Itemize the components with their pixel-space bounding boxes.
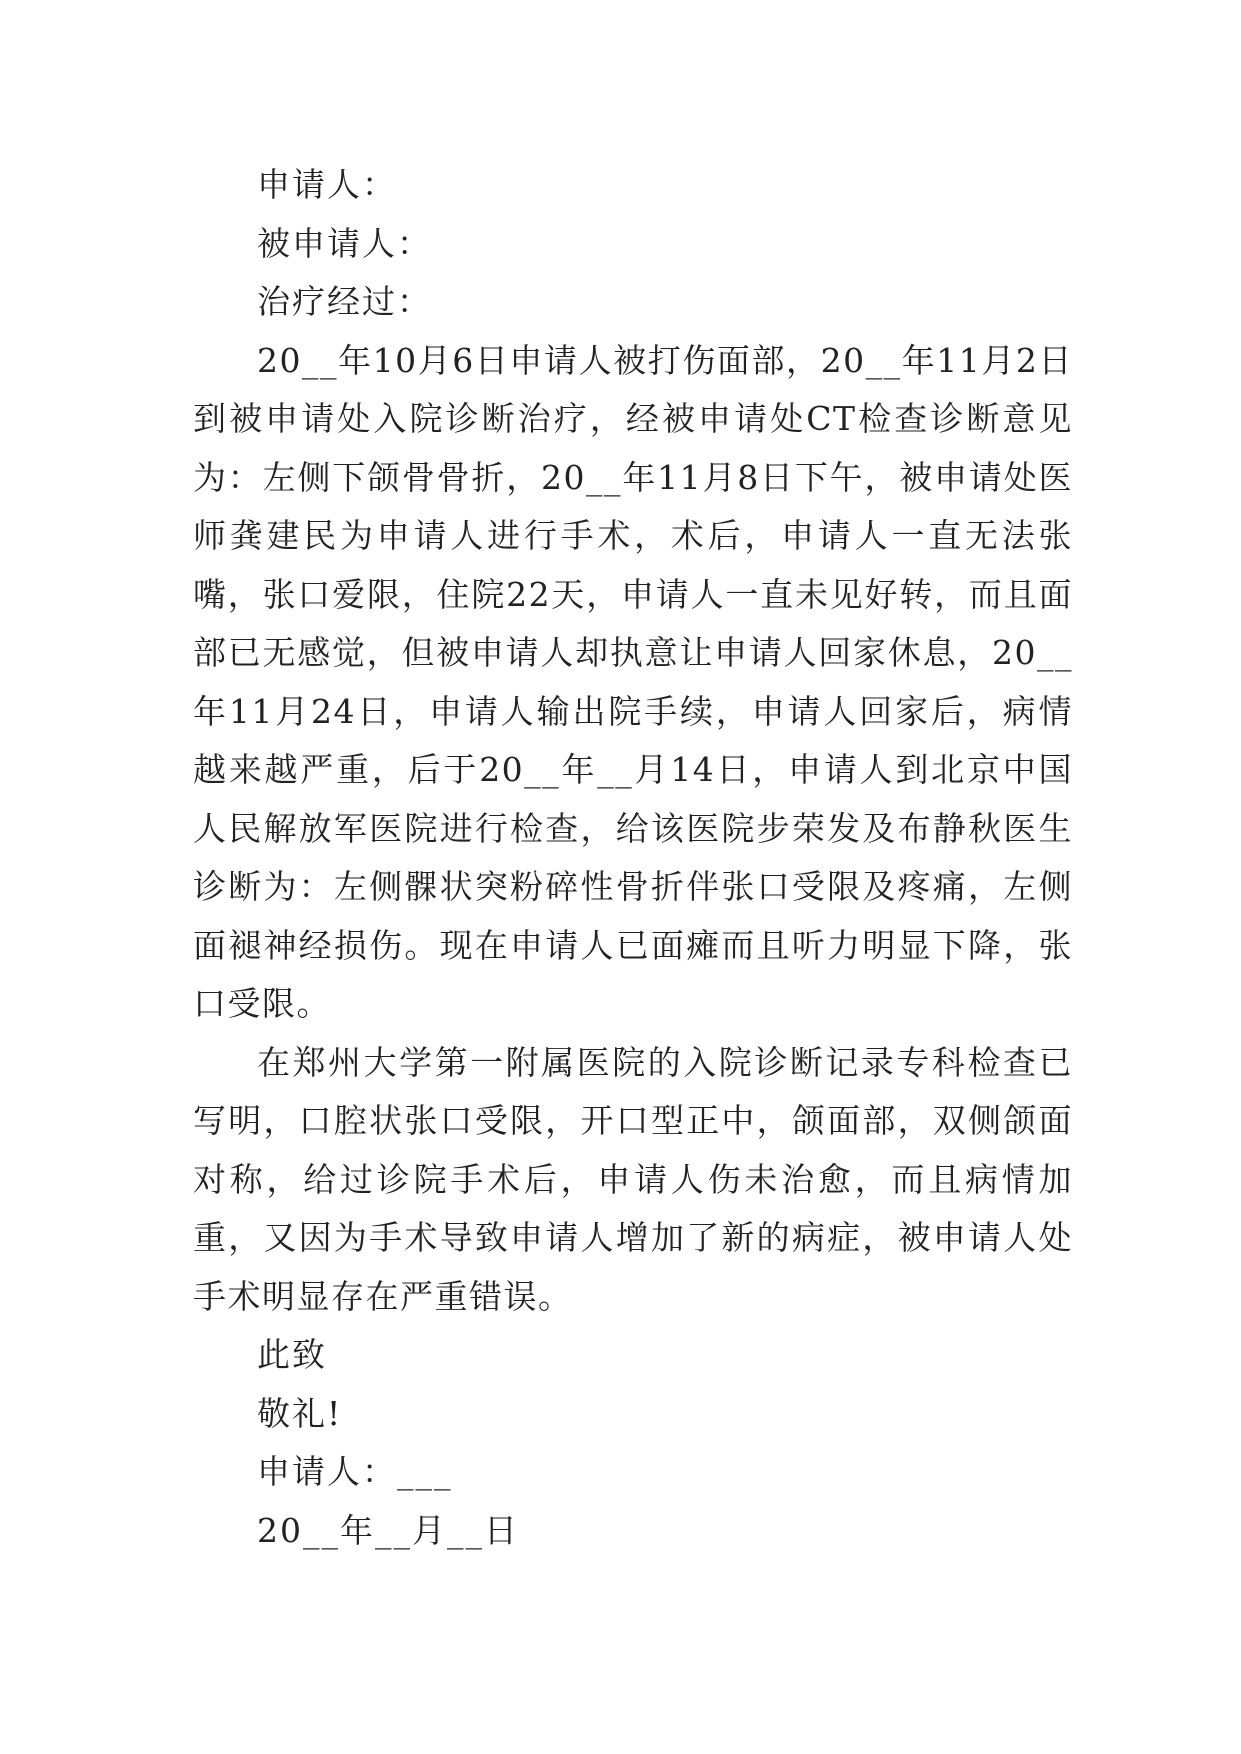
respondent-label: 被申请人： [257,223,432,263]
date-line: 20__年__月__日 [257,1510,519,1550]
closing-regards: 敬礼! [257,1393,343,1433]
treatment-paragraph-1: 20__年10月6日申请人被打伤面部，20__年11月2日到被申请处入院诊断治疗，经被申请处CT检查诊断意见为：左侧下颌骨骨折，20__年11月8日下午，被申请处医师龚建民为申请人进行手术，术后，申请人一直无法张嘴，张口爱限，住院22天，申请人一直未见好转，而且面部已无感觉，但被申请人却执意让申请人回家休息，20__年11月24日，申请人输出院手续，申请人回家后，病情越来越严重，后于20__年__月14日，申请人到北京中国人民解放军医院进行检查，给该医院步荣发及布静秋医生诊断为：左侧髁状突粉碎性骨折伴张口受限及疼痛，左侧面褪神经损伤。现在申请人已面瘫而且听力明显下降，张口受限。 [193,340,1073,1023]
treatment-paragraph-2: 在郑州大学第一附属医院的入院诊断记录专科检查已写明，口腔状张口受限，开口型正中，颌面部，双侧颌面对称，给过诊院手术后，申请人伤未治愈，而且病情加重，又因为手术导致申请人增加了新的病症，被申请人处手术明显存在严重错误。 [193,1042,1073,1316]
applicant-label: 申请人： [257,165,397,204]
treatment-heading: 治疗经过： [257,282,432,321]
document-body [193,156,1073,1560]
signature-line: 申请人：___ [257,1452,453,1491]
closing-salutation: 此致 [257,1335,327,1374]
